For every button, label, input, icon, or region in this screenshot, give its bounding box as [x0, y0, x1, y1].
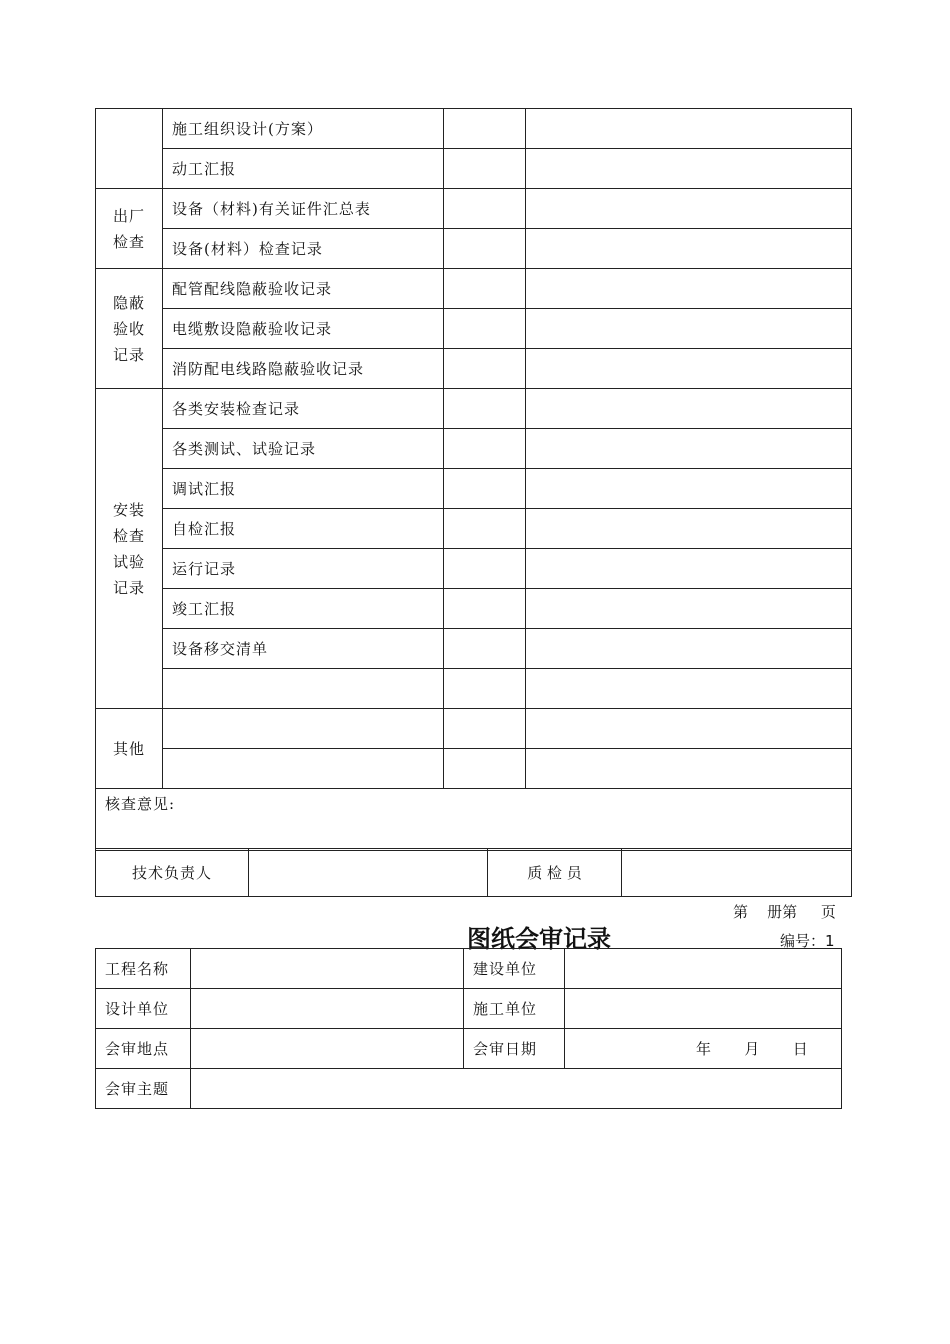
checklist-item-label: 自检汇报: [163, 509, 444, 549]
checklist-category: [96, 389, 163, 709]
checklist-row: [96, 149, 852, 189]
checklist-row: [96, 429, 852, 469]
checklist-item-label: 设备移交清单: [163, 629, 444, 669]
signature-table: [95, 848, 852, 897]
checklist-row: [96, 269, 852, 309]
checklist-item-label: 各类安装检查记录: [163, 389, 444, 429]
category-label-line: 安装: [112, 500, 145, 519]
checklist-remark-cell[interactable]: [526, 349, 852, 389]
category-label-line: 隐蔽: [112, 293, 145, 312]
review-date-label: 会审日期: [464, 1029, 565, 1069]
construction-unit-field[interactable]: [565, 949, 842, 989]
builder-unit-field[interactable]: [565, 989, 842, 1029]
checklist-count-cell[interactable]: [444, 149, 526, 189]
checklist-count-cell[interactable]: [444, 309, 526, 349]
checklist-item-label: 配管配线隐蔽验收记录: [163, 269, 444, 309]
checklist-category: [96, 109, 163, 189]
checklist-row: [96, 509, 852, 549]
review-location-field[interactable]: [191, 1029, 464, 1069]
checklist-count-cell[interactable]: [444, 389, 526, 429]
builder-unit-label: 施工单位: [464, 989, 565, 1029]
checklist-remark-cell[interactable]: [526, 749, 852, 789]
tech-lead-label: 技术负责人: [96, 849, 249, 897]
checklist-item-label: [163, 709, 444, 749]
project-name-label: 工程名称: [96, 949, 191, 989]
checklist-row: [96, 549, 852, 589]
checklist-row: [96, 229, 852, 269]
checklist-row: [96, 389, 852, 429]
category-label-line: 验收: [112, 319, 145, 338]
checklist-row: [96, 669, 852, 709]
checklist-row: [96, 109, 852, 149]
checklist-table: [95, 108, 852, 851]
checklist-item-label: [163, 749, 444, 789]
construction-unit-label: 建设单位: [464, 949, 565, 989]
checklist-remark-cell[interactable]: [526, 469, 852, 509]
checklist-count-cell[interactable]: [444, 109, 526, 149]
form-title: 图纸会审记录: [467, 925, 611, 953]
checklist-count-cell[interactable]: [444, 629, 526, 669]
checklist-item-label: 设备（材料)有关证件汇总表: [163, 189, 444, 229]
checklist-remark-cell[interactable]: [526, 709, 852, 749]
checklist-item-label: 电缆敷设隐蔽验收记录: [163, 309, 444, 349]
category-label-line: 试验: [112, 552, 145, 571]
tech-lead-field[interactable]: [249, 849, 488, 897]
checklist-count-cell[interactable]: [444, 589, 526, 629]
review-topic-field[interactable]: [191, 1069, 842, 1109]
checklist-remark-cell[interactable]: [526, 229, 852, 269]
checklist-category: [96, 189, 163, 269]
checklist-item-label: 动工汇报: [163, 149, 444, 189]
checklist-category: [96, 269, 163, 389]
checklist-remark-cell[interactable]: [526, 629, 852, 669]
checklist-item-label: 施工组织设计(方案）: [163, 109, 444, 149]
checklist-item-label: 设备(材料）检查记录: [163, 229, 444, 269]
checklist-remark-cell[interactable]: [526, 429, 852, 469]
checklist-remark-cell[interactable]: [526, 389, 852, 429]
category-label-line: 出厂: [112, 206, 145, 225]
checklist-count-cell[interactable]: [444, 669, 526, 709]
review-topic-label: 会审主题: [96, 1069, 191, 1109]
inspector-field[interactable]: [622, 849, 852, 897]
category-label-line: 检查: [112, 232, 145, 251]
checklist-count-cell[interactable]: [444, 349, 526, 389]
category-label-line: 其他: [112, 739, 145, 758]
checklist-remark-cell[interactable]: [526, 589, 852, 629]
checklist-item-label: 各类测试、试验记录: [163, 429, 444, 469]
inspector-label: 质 检 员: [488, 849, 622, 897]
checklist-row: [96, 189, 852, 229]
checklist-count-cell[interactable]: [444, 469, 526, 509]
page-indicator: 第 册第 页: [733, 903, 836, 921]
review-opinion-label: 核查意见:: [105, 795, 176, 813]
form-number: 编号：1: [780, 932, 835, 950]
checklist-remark-cell[interactable]: [526, 189, 852, 229]
checklist-count-cell[interactable]: [444, 269, 526, 309]
checklist-count-cell[interactable]: [444, 429, 526, 469]
category-label-line: 记录: [112, 345, 145, 364]
checklist-item-label: 消防配电线路隐蔽验收记录: [163, 349, 444, 389]
project-name-field[interactable]: [191, 949, 464, 989]
checklist-item-label: 竣工汇报: [163, 589, 444, 629]
design-unit-field[interactable]: [191, 989, 464, 1029]
checklist-count-cell[interactable]: [444, 189, 526, 229]
checklist-remark-cell[interactable]: [526, 549, 852, 589]
review-opinion-cell[interactable]: [96, 789, 852, 851]
checklist-remark-cell[interactable]: [526, 149, 852, 189]
checklist-remark-cell[interactable]: [526, 509, 852, 549]
category-label-line: 检查: [112, 526, 145, 545]
review-form-table: [95, 948, 842, 1109]
review-date-field[interactable]: [565, 1029, 842, 1069]
checklist-count-cell[interactable]: [444, 229, 526, 269]
checklist-row: [96, 709, 852, 749]
checklist-count-cell[interactable]: [444, 709, 526, 749]
checklist-remark-cell[interactable]: [526, 109, 852, 149]
checklist-row: [96, 309, 852, 349]
checklist-row: [96, 349, 852, 389]
checklist-remark-cell[interactable]: [526, 269, 852, 309]
checklist-count-cell[interactable]: [444, 549, 526, 589]
checklist-row: [96, 629, 852, 669]
checklist-remark-cell[interactable]: [526, 309, 852, 349]
design-unit-label: 设计单位: [96, 989, 191, 1029]
category-label-line: 记录: [112, 578, 145, 597]
checklist-row: [96, 749, 852, 789]
checklist-item-label: 运行记录: [163, 549, 444, 589]
checklist-item-label: [163, 669, 444, 709]
checklist-item-label: 调试汇报: [163, 469, 444, 509]
checklist-category: [96, 709, 163, 789]
checklist-row: [96, 469, 852, 509]
checklist-row: [96, 589, 852, 629]
checklist-count-cell[interactable]: [444, 509, 526, 549]
review-date-template: 年 月 日: [696, 1040, 808, 1058]
checklist-remark-cell[interactable]: [526, 669, 852, 709]
checklist-count-cell[interactable]: [444, 749, 526, 789]
review-location-label: 会审地点: [96, 1029, 191, 1069]
